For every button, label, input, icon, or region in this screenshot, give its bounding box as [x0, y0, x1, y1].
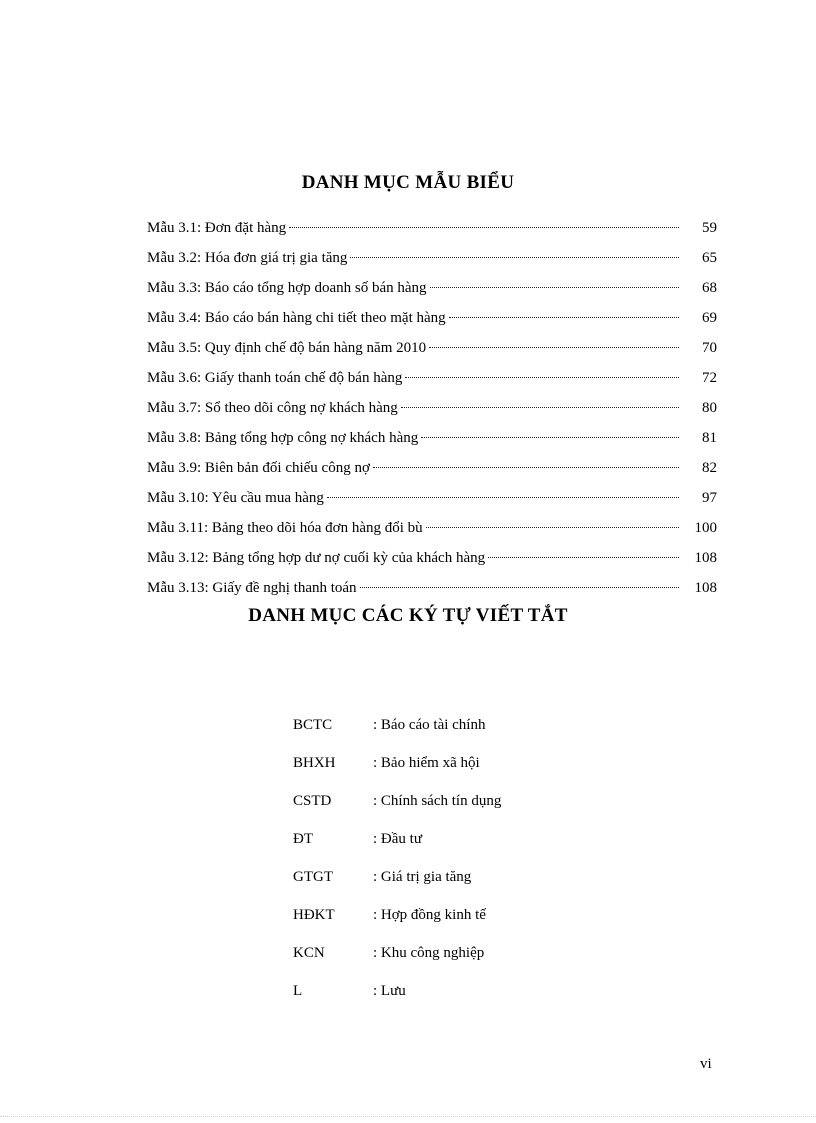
form-label: Mẫu 3.3: Báo cáo tổng hợp doanh số bán hàng: [147, 280, 427, 296]
abbreviation-item: [293, 752, 613, 790]
forms-list-item: [147, 278, 717, 308]
forms-list-item: [147, 398, 717, 428]
dot-leader: [426, 527, 679, 528]
abbreviation-meaning: : Hợp đồng kinh tế: [373, 907, 486, 923]
abbreviation-item: [293, 828, 613, 866]
form-label: Mẫu 3.7: Sổ theo dõi công nợ khách hàng: [147, 400, 398, 416]
form-page-number: 72: [702, 370, 717, 386]
form-page-number: 65: [702, 250, 717, 266]
form-label: Mẫu 3.13: Giấy đề nghị thanh toán: [147, 580, 357, 596]
abbreviation-item: [293, 790, 613, 828]
form-page-number: 70: [702, 340, 717, 356]
abbreviation-item: [293, 714, 613, 752]
form-page-number: 97: [702, 490, 717, 506]
page-number: vi: [700, 1056, 712, 1072]
form-page-number: 81: [702, 430, 717, 446]
forms-list-item: [147, 578, 717, 608]
abbreviations-list: [293, 714, 613, 1018]
abbreviation-key: BHXH: [293, 755, 336, 771]
abbreviation-meaning: : Lưu: [373, 983, 406, 999]
abbreviation-key: HĐKT: [293, 907, 335, 923]
forms-list-title: DANH MỤC MẪU BIỂU: [301, 172, 515, 193]
abbreviation-key: GTGT: [293, 869, 333, 885]
abbreviation-item: [293, 942, 613, 980]
page-bottom-divider: [0, 1116, 816, 1117]
abbreviation-meaning: : Chính sách tín dụng: [373, 793, 502, 809]
form-label: Mẫu 3.5: Quy định chế độ bán hàng năm 2010: [147, 340, 427, 356]
form-label: Mẫu 3.1: Đơn đặt hàng: [147, 220, 287, 236]
forms-list-item: [147, 488, 717, 518]
abbreviations-title: DANH MỤC CÁC KÝ TỰ VIẾT TẮT: [248, 605, 568, 626]
form-label: Mẫu 3.12: Bảng tổng hợp dư nợ cuối kỳ của khách hàng: [147, 550, 486, 566]
dot-leader: [429, 347, 679, 348]
abbreviation-meaning: : Khu công nghiệp: [373, 945, 485, 961]
form-label: Mẫu 3.11: Bảng theo dõi hóa đơn hàng đổi bù: [147, 520, 423, 536]
abbreviation-item: [293, 866, 613, 904]
abbreviation-meaning: : Giá trị gia tăng: [373, 869, 472, 885]
abbreviation-key: KCN: [293, 945, 325, 961]
dot-leader: [430, 287, 679, 288]
abbreviation-item: [293, 980, 613, 1018]
forms-list-item: [147, 368, 717, 398]
abbreviation-meaning: : Bảo hiểm xã hội: [373, 755, 480, 771]
abbreviation-key: CSTD: [293, 793, 332, 809]
dot-leader: [289, 227, 679, 228]
forms-list-item: [147, 548, 717, 578]
abbreviation-key: BCTC: [293, 717, 333, 733]
form-page-number: 69: [702, 310, 717, 326]
forms-list-item: [147, 308, 717, 338]
dot-leader: [421, 437, 679, 438]
abbreviation-meaning: : Đầu tư: [373, 831, 422, 847]
form-page-number: 59: [702, 220, 717, 236]
dot-leader: [350, 257, 679, 258]
form-page-number: 80: [702, 400, 717, 416]
dot-leader: [360, 587, 679, 588]
abbreviation-key: L: [293, 983, 303, 999]
form-page-number: 108: [694, 550, 717, 566]
dot-leader: [373, 467, 679, 468]
abbreviation-key: ĐT: [293, 831, 313, 847]
dot-leader: [449, 317, 679, 318]
form-label: Mẫu 3.8: Bảng tổng hợp công nợ khách hàng: [147, 430, 419, 446]
dot-leader: [488, 557, 679, 558]
form-label: Mẫu 3.10: Yêu cầu mua hàng: [147, 490, 324, 506]
form-label: Mẫu 3.9: Biên bản đối chiếu công nợ: [147, 460, 370, 476]
forms-list-item: [147, 458, 717, 488]
forms-list-item: [147, 248, 717, 278]
forms-list-item: [147, 338, 717, 368]
form-page-number: 82: [702, 460, 717, 476]
forms-list-item: [147, 428, 717, 458]
forms-list: [147, 218, 717, 608]
forms-list-item: [147, 218, 717, 248]
form-label: Mẫu 3.6: Giấy thanh toán chế độ bán hàng: [147, 370, 403, 386]
dot-leader: [327, 497, 679, 498]
form-page-number: 100: [694, 520, 717, 536]
form-page-number: 68: [702, 280, 717, 296]
dot-leader: [401, 407, 679, 408]
abbreviation-meaning: : Báo cáo tài chính: [373, 717, 486, 733]
abbreviation-item: [293, 904, 613, 942]
form-label: Mẫu 3.2: Hóa đơn giá trị gia tăng: [147, 250, 348, 266]
forms-list-item: [147, 518, 717, 548]
dot-leader: [405, 377, 679, 378]
form-label: Mẫu 3.4: Báo cáo bán hàng chi tiết theo mặt hàng: [147, 310, 446, 326]
form-page-number: 108: [694, 580, 717, 596]
